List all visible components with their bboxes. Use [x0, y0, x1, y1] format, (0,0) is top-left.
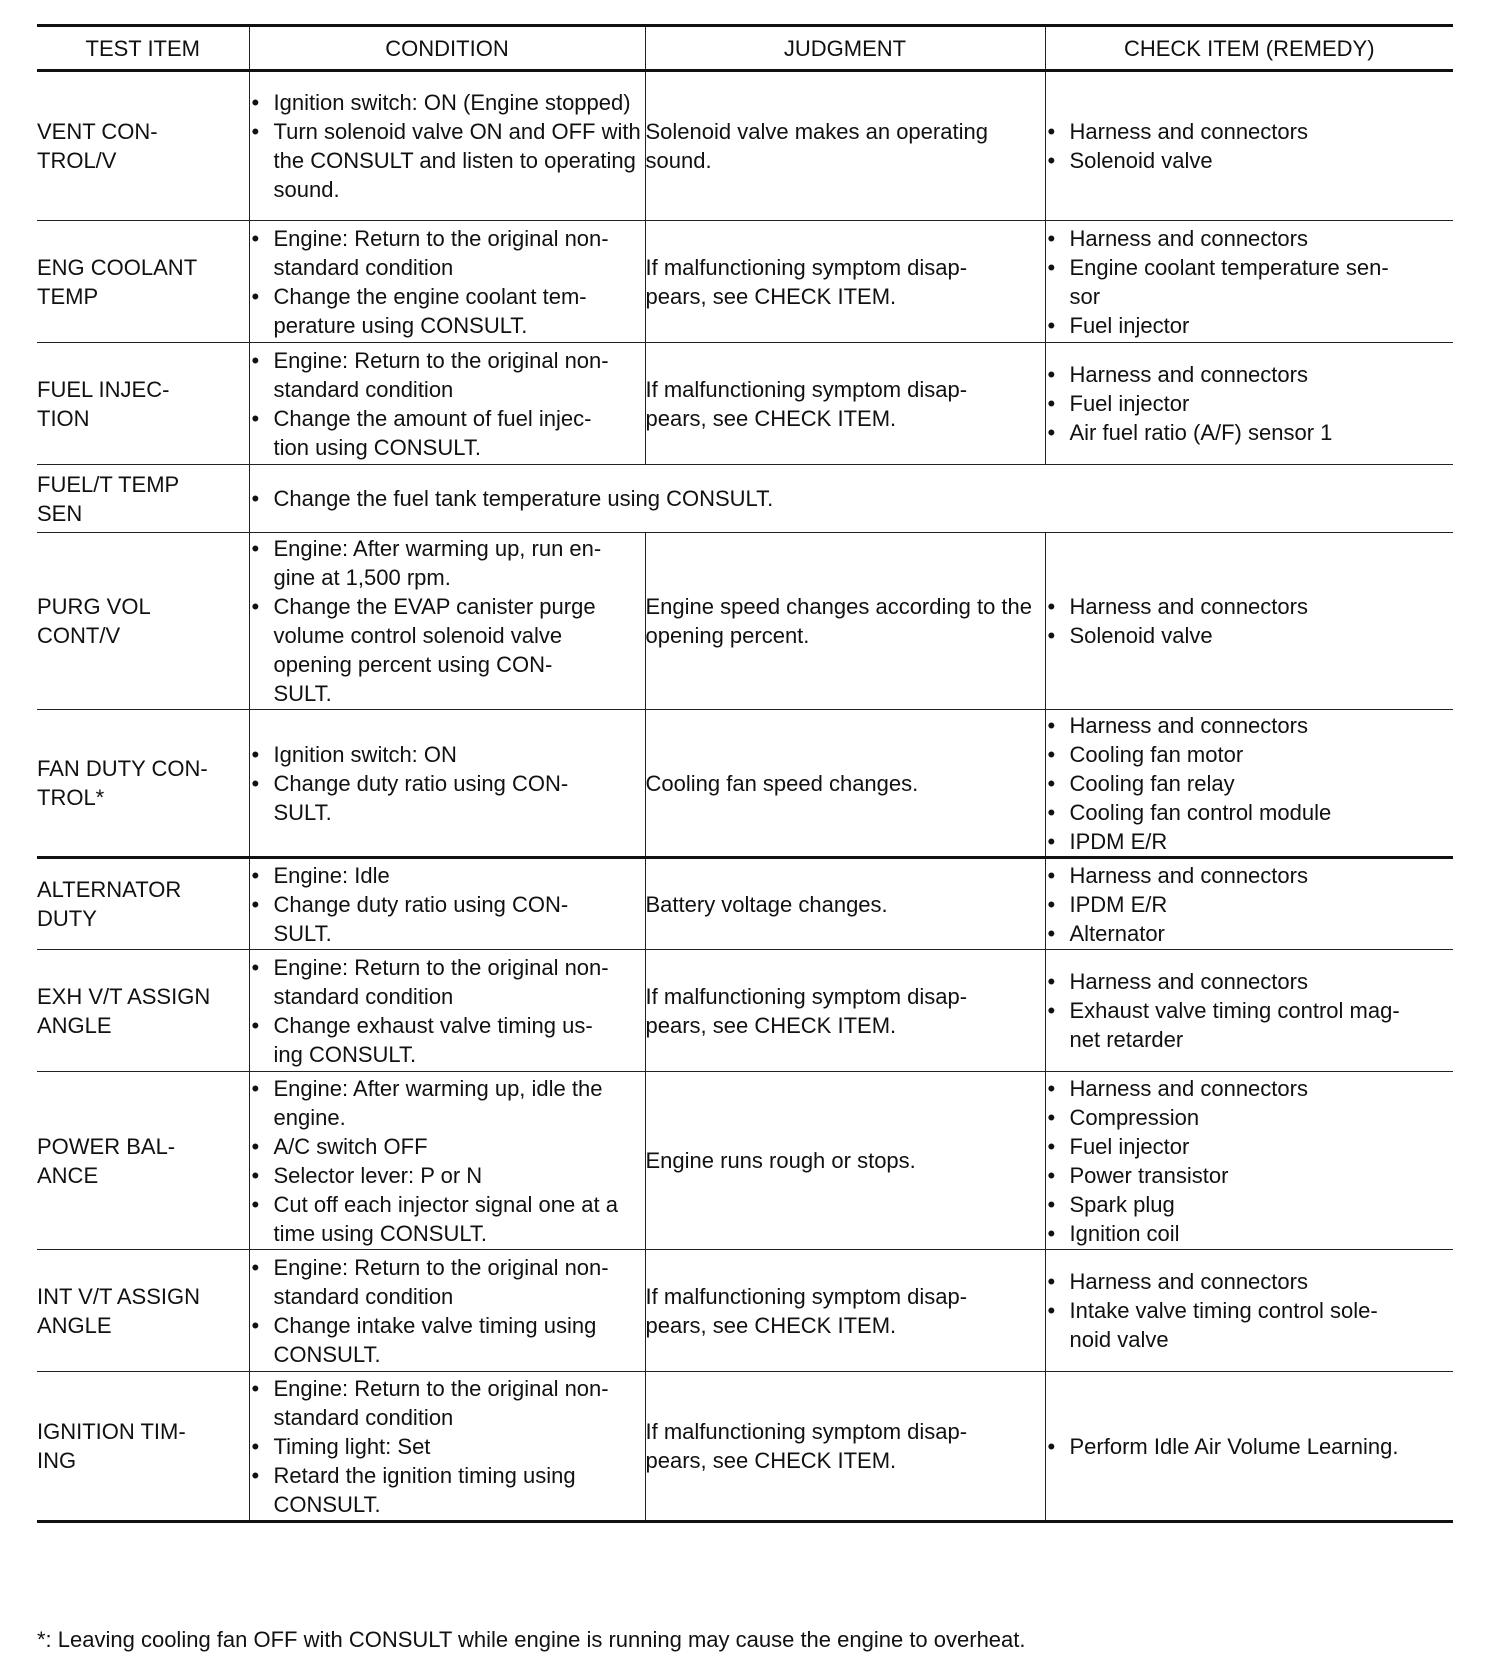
test-item-cell: INT V/T ASSIGN ANGLE	[37, 1250, 249, 1372]
check-item-cell	[1045, 71, 1453, 221]
list-item: • Change duty ratio using CON- SULT.	[250, 769, 645, 827]
condition-cell	[249, 1372, 645, 1522]
judgment-cell: Engine speed changes according to the opening percent.	[645, 533, 1045, 710]
list-item: • Cooling fan control module	[1046, 798, 1454, 827]
test-item-cell: IGNITION TIM- ING	[37, 1372, 249, 1522]
list-item: • Harness and connectors	[1046, 592, 1454, 621]
list-item: • Change exhaust valve timing us- ing CONSULT.	[250, 1011, 645, 1069]
list-item: • Ignition coil	[1046, 1219, 1454, 1248]
condition-cell	[249, 533, 645, 710]
list-item: • Change duty ratio using CON- SULT.	[250, 890, 645, 948]
footnote: *: Leaving cooling fan OFF with CONSULT while engine is running may cause the engine to overheat.	[37, 1627, 1026, 1652]
check-item-cell	[1045, 710, 1453, 858]
condition-cell-list	[250, 224, 645, 340]
test-item-cell: POWER BAL- ANCE	[37, 1072, 249, 1250]
list-item: • IPDM E/R	[1046, 827, 1454, 856]
header-judgment: JUDGMENT	[645, 26, 1045, 71]
header-check-item: CHECK ITEM (REMEDY)	[1045, 26, 1453, 71]
condition-cell-list	[250, 1253, 645, 1369]
check-item-cell	[1045, 858, 1453, 950]
list-item: • Retard the ignition timing using CONSULT.	[250, 1461, 645, 1519]
table-row	[37, 71, 1453, 221]
list-item: • Engine: After warming up, idle the engine.	[250, 1074, 645, 1132]
list-item: • A/C switch OFF	[250, 1132, 645, 1161]
judgment-cell: Engine runs rough or stops.	[645, 1072, 1045, 1250]
list-item: • Ignition switch: ON	[250, 740, 645, 769]
table-body	[37, 71, 1453, 1522]
list-item: • Harness and connectors	[1046, 967, 1454, 996]
check-item-cell-list	[1046, 592, 1454, 650]
table-row	[37, 710, 1453, 858]
test-item-cell: VENT CON- TROL/V	[37, 71, 249, 221]
table-row	[37, 1250, 1453, 1372]
check-item-cell-list	[1046, 224, 1454, 340]
check-item-cell-list	[1046, 117, 1454, 175]
list-item: • Harness and connectors	[1046, 711, 1454, 740]
list-item: • Solenoid valve	[1046, 621, 1454, 650]
table-row	[37, 1372, 1453, 1522]
check-item-cell-list	[1046, 360, 1454, 447]
table-row	[37, 221, 1453, 343]
condition-cell-list	[250, 346, 645, 462]
list-item: • Fuel injector	[1046, 311, 1454, 340]
condition-span-list	[250, 484, 1454, 513]
list-item: • Harness and connectors	[1046, 1074, 1454, 1103]
list-item: • Cut off each injector signal one at a time using CONSULT.	[250, 1190, 645, 1248]
list-item: • Cooling fan relay	[1046, 769, 1454, 798]
judgment-cell: If malfunctioning symptom disap- pears, see CHECK ITEM.	[645, 1372, 1045, 1522]
header-row	[37, 26, 1453, 71]
check-item-cell	[1045, 1072, 1453, 1250]
list-item: • Cooling fan motor	[1046, 740, 1454, 769]
check-item-cell-list	[1046, 1267, 1454, 1354]
condition-cell	[249, 858, 645, 950]
list-item: • Engine: Return to the original non-standard condition	[250, 346, 645, 404]
condition-cell-list	[250, 740, 645, 827]
list-item: • Compression	[1046, 1103, 1454, 1132]
list-item: • Harness and connectors	[1046, 360, 1454, 389]
judgment-cell: Battery voltage changes.	[645, 858, 1045, 950]
list-item: • Timing light: Set	[250, 1432, 645, 1461]
list-item: • Solenoid valve	[1046, 146, 1454, 175]
check-item-cell-list	[1046, 967, 1454, 1054]
list-item: • Engine: Idle	[250, 861, 645, 890]
condition-cell	[249, 1250, 645, 1372]
list-item: • Engine: Return to the original non-standard condition	[250, 1374, 645, 1432]
list-item: • Perform Idle Air Volume Learning.	[1046, 1432, 1454, 1461]
test-item-cell: ALTERNATOR DUTY	[37, 858, 249, 950]
check-item-cell-list	[1046, 861, 1454, 948]
test-item-cell: EXH V/T ASSIGN ANGLE	[37, 950, 249, 1072]
list-item: • Air fuel ratio (A/F) sensor 1	[1046, 418, 1454, 447]
list-item: • Harness and connectors	[1046, 861, 1454, 890]
list-item: • Engine: Return to the original non-standard condition	[250, 953, 645, 1011]
list-item: • Change the engine coolant tem- perature using CONSULT.	[250, 282, 645, 340]
table-row	[37, 1072, 1453, 1250]
list-item: • Intake valve timing control sole- noid valve	[1046, 1296, 1454, 1354]
check-item-cell	[1045, 1372, 1453, 1522]
test-item-cell: ENG COOLANT TEMP	[37, 221, 249, 343]
condition-span-cell	[249, 465, 1453, 533]
condition-cell-list	[250, 1074, 645, 1248]
list-item: • Power transistor	[1046, 1161, 1454, 1190]
list-item: • Engine: Return to the original non-standard condition	[250, 1253, 645, 1311]
table-row	[37, 533, 1453, 710]
list-item: • Ignition switch: ON (Engine stopped)	[250, 88, 645, 117]
table-header	[37, 26, 1453, 71]
table-row	[37, 950, 1453, 1072]
condition-cell-list	[250, 534, 645, 708]
condition-cell	[249, 343, 645, 465]
test-item-cell: FUEL/T TEMP SEN	[37, 465, 249, 533]
list-item: • Change the amount of fuel injec- tion using CONSULT.	[250, 404, 645, 462]
list-item: • Harness and connectors	[1046, 117, 1454, 146]
judgment-cell: If malfunctioning symptom disap- pears, see CHECK ITEM.	[645, 1250, 1045, 1372]
header-condition: CONDITION	[249, 26, 645, 71]
table-row	[37, 858, 1453, 950]
list-item: • Change the EVAP canister purge volume control solenoid valve opening percent using CON- SULT.	[250, 592, 645, 708]
judgment-cell: If malfunctioning symptom disap- pears, see CHECK ITEM.	[645, 221, 1045, 343]
condition-cell	[249, 710, 645, 858]
judgment-cell: Cooling fan speed changes.	[645, 710, 1045, 858]
condition-cell	[249, 950, 645, 1072]
list-item: • Change the fuel tank temperature using CONSULT.	[250, 484, 1454, 513]
list-item: • Turn solenoid valve ON and OFF with the CONSULT and listen to operating sound.	[250, 117, 645, 204]
test-item-cell: FUEL INJEC- TION	[37, 343, 249, 465]
judgment-cell: Solenoid valve makes an operating sound.	[645, 71, 1045, 221]
judgment-cell: If malfunctioning symptom disap- pears, see CHECK ITEM.	[645, 950, 1045, 1072]
test-item-cell: FAN DUTY CON- TROL*	[37, 710, 249, 858]
check-item-cell	[1045, 533, 1453, 710]
list-item: • Fuel injector	[1046, 1132, 1454, 1161]
check-item-cell	[1045, 950, 1453, 1072]
list-item: • Spark plug	[1046, 1190, 1454, 1219]
list-item: • Harness and connectors	[1046, 224, 1454, 253]
list-item: • Fuel injector	[1046, 389, 1454, 418]
check-item-cell	[1045, 1250, 1453, 1372]
check-item-cell	[1045, 221, 1453, 343]
test-item-cell: PURG VOL CONT/V	[37, 533, 249, 710]
list-item: • Engine: Return to the original non-standard condition	[250, 224, 645, 282]
check-item-cell-list	[1046, 1074, 1454, 1248]
header-test-item: TEST ITEM	[37, 26, 249, 71]
condition-cell	[249, 71, 645, 221]
table-row	[37, 465, 1453, 533]
judgment-cell: If malfunctioning symptom disap- pears, see CHECK ITEM.	[645, 343, 1045, 465]
list-item: • IPDM E/R	[1046, 890, 1454, 919]
list-item: • Exhaust valve timing control mag- net retarder	[1046, 996, 1454, 1054]
list-item: • Alternator	[1046, 919, 1454, 948]
condition-cell-list	[250, 953, 645, 1069]
check-item-cell	[1045, 343, 1453, 465]
condition-cell	[249, 1072, 645, 1250]
condition-cell-list	[250, 1374, 645, 1519]
list-item: • Harness and connectors	[1046, 1267, 1454, 1296]
table-row	[37, 343, 1453, 465]
list-item: • Engine: After warming up, run en- gine at 1,500 rpm.	[250, 534, 645, 592]
condition-cell-list	[250, 88, 645, 204]
list-item: • Change intake valve timing using CONSULT.	[250, 1311, 645, 1369]
condition-cell	[249, 221, 645, 343]
list-item: • Selector lever: P or N	[250, 1161, 645, 1190]
active-test-table	[37, 24, 1453, 1523]
list-item: • Engine coolant temperature sen- sor	[1046, 253, 1454, 311]
condition-cell-list	[250, 861, 645, 948]
check-item-cell-list	[1046, 711, 1454, 856]
check-item-cell-list	[1046, 1432, 1454, 1461]
